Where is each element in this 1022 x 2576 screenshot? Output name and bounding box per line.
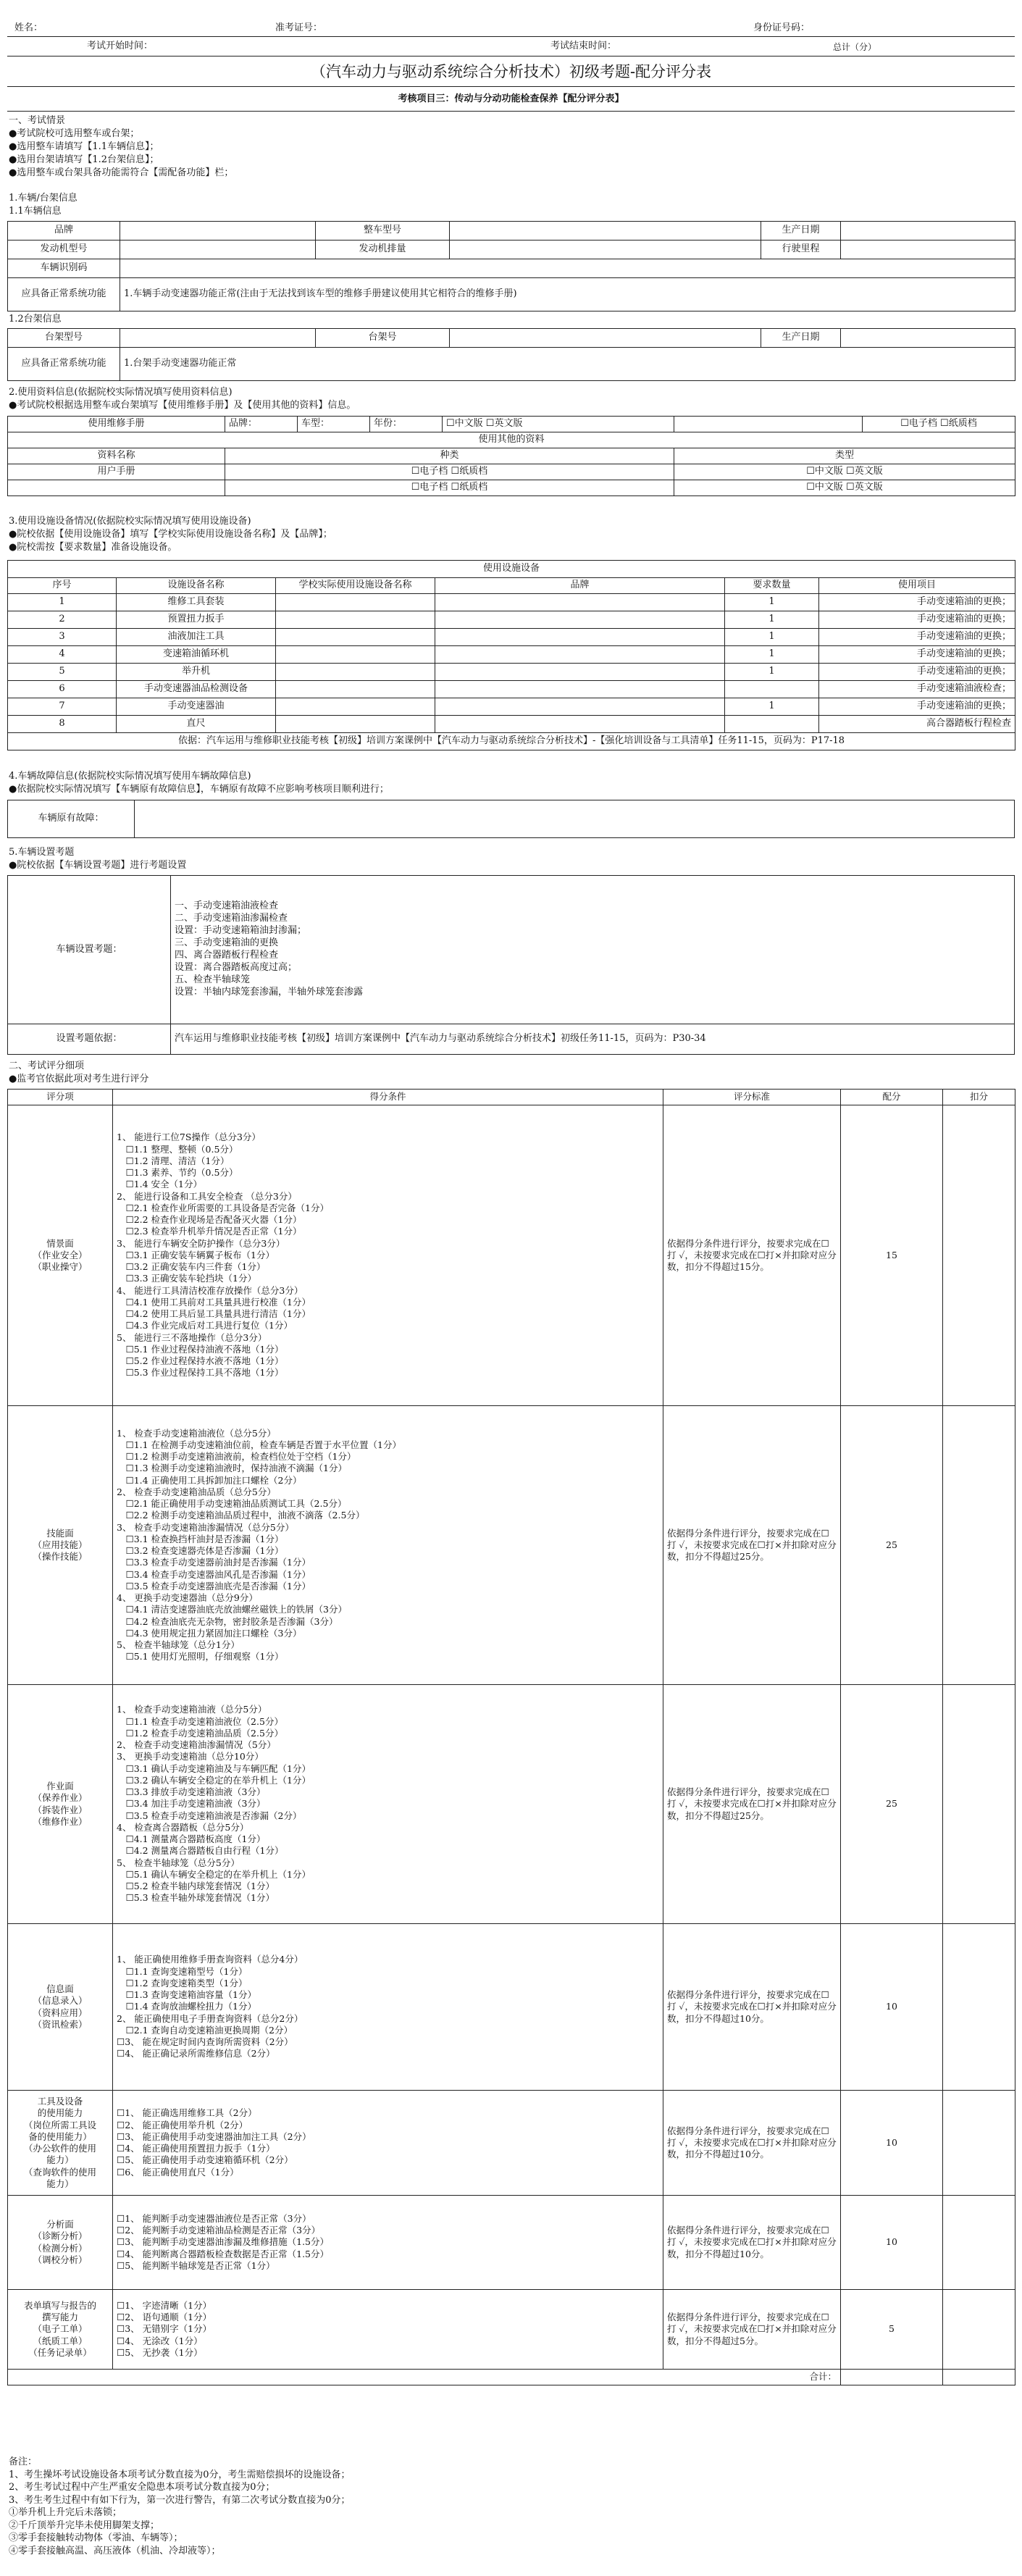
prod-date-label: 生产日期: [761, 222, 841, 241]
score-col-header: 评分项: [8, 1090, 113, 1105]
equipment-row: [8, 681, 1015, 698]
score-points: 10: [841, 2091, 943, 2196]
page-subtitle: 考核项目三：传动与分动功能检查保养【配分评分表】: [398, 93, 624, 104]
equip-seq: 2: [8, 611, 117, 629]
total-row-label: 合计：: [8, 2370, 841, 2385]
equipment-basis: 依据：汽车运用与维修职业技能考核【初级】培训方案课例中【汽车动力与驱动系统综合分析技术】-【强化培训设备与工具清单】任务11-15，页码为：P17-18: [8, 733, 1015, 750]
equip-use: 手动变速箱油的更换；: [819, 646, 1015, 664]
equip-seq: 8: [8, 716, 117, 733]
note-line: ③零手套接触转动物体（零油、车辆等）；: [9, 2533, 183, 2544]
score-condition: 1、 能正确使用维修手册查询资料（总分4分） ☐1.1 查询变速箱型号（1分） ☐1.2 查询变速箱类型（1分） ☐1.3 查询变速箱油容量（1分） ☐1.4 查询放油螺栓扭力（1分） 2、 能正确使用电子手册查询资料（总分2分） ☐2.1 查询自动变速箱油更换周期（2分） ☐3、 能在规定时间内查询所需资料（2分） ☐4、 能正确记录所需维修信息（2分）: [113, 1924, 663, 2091]
note-line: 1、考生操坏考试设施设备本项考试分数直接为0分，考生需赔偿损坏的设施设备；: [9, 2469, 351, 2480]
score-item: 工具及设备 的使用能力 （岗位所需工具设 备的使用能力） （办公软件的使用 能力） （查询软件的使用 能力）: [8, 2091, 113, 2196]
s3-line: ●院校依据【使用设施设备】填写【学校实际使用设施设备名称】及【品牌】；: [9, 529, 332, 540]
manual-model[interactable]: 车型：: [298, 417, 370, 432]
mileage-value[interactable]: [841, 241, 1015, 259]
s1-line: ●考试院校可选用整车或台架；: [9, 128, 140, 139]
rig-func-label: 应具备正常系统功能: [8, 348, 120, 381]
res-kind-header: 种类: [225, 448, 674, 464]
setup-label: 车辆设置考题：: [8, 876, 171, 1024]
score-condition: ☐1、 字迹清晰（1分） ☐2、 语句通顺（1分） ☐3、 无错别字（1分） ☐4、 无涂改（1分） ☐5、 无抄袭（1分）: [113, 2290, 663, 2370]
id-label: 身份证号码：: [753, 22, 811, 33]
materials-table: [7, 416, 1015, 496]
name-label: 姓名：: [14, 22, 43, 33]
setup-table: [7, 875, 1015, 1055]
model-label: 整车型号: [316, 222, 450, 241]
brand-value[interactable]: [120, 222, 316, 241]
equip-name: 维修工具套装: [117, 594, 276, 611]
manual-year[interactable]: 年份：: [370, 417, 443, 432]
s1-head: 一、考试情景: [9, 115, 66, 126]
engine-disp-label: 发动机排量: [316, 241, 450, 259]
res-type[interactable]: ☐中文版 ☐英文版: [674, 480, 1015, 496]
score-item: 分析面 （诊断分析） （检测分析） （调校分析）: [8, 2196, 113, 2290]
equip-brand[interactable]: [435, 594, 725, 611]
rig-subhead: 1.2台架信息: [9, 314, 62, 325]
score-col-header: 扣分: [943, 1090, 1015, 1105]
vehicle-section-head: 1.车辆/台架信息: [9, 193, 78, 204]
s4-line: ●依据院校实际情况填写【车辆原有故障信息】，车辆原有故障不应影响考核项目顺利进行；: [9, 784, 389, 795]
col-header: 学校实际使用设施设备名称: [276, 578, 435, 594]
equipment-group-label: 使用设施设备: [8, 561, 1015, 578]
fault-value[interactable]: [135, 800, 1015, 838]
rig-no-value[interactable]: [450, 329, 761, 348]
equip-qty: [725, 716, 819, 733]
col-header: 要求数量: [725, 578, 819, 594]
func-label: 应具备正常系统功能: [8, 278, 120, 311]
s6-head: 二、考试评分细项: [9, 1061, 85, 1071]
manual-file-type[interactable]: ☐电子档 ☐纸质档: [863, 417, 1015, 432]
rig-prod-date-label: 生产日期: [761, 329, 841, 348]
score-item: 作业面 （保养作业） （拆装作业） （维修作业）: [8, 1685, 113, 1924]
score-standard: 依据得分条件进行评分，按要求完成在☐打 ✓，未按要求完成在☐打×并扣除对应分数，扣分不得超过25分。: [663, 1406, 841, 1685]
func-value: 1.车辆手动变速器功能正常(注由于无法找到该车型的维修手册建议使用其它相符合的维修手册): [120, 278, 1015, 311]
col-header: 品牌: [435, 578, 725, 594]
equipment-row: [8, 716, 1015, 733]
res-type-header: 类型: [674, 448, 1015, 464]
equip-name: 预置扭力扳手: [117, 611, 276, 629]
col-header: 序号: [8, 578, 117, 594]
s5-line: ●院校依据【车辆设置考题】进行考题设置: [9, 860, 187, 871]
score-deduction[interactable]: [943, 2196, 1015, 2290]
score-item: 技能面 （应用技能） （操作技能）: [8, 1406, 113, 1685]
equip-seq: 4: [8, 646, 117, 664]
equip-name: 直尺: [117, 716, 276, 733]
equipment-row: [8, 664, 1015, 681]
score-deduction[interactable]: [943, 1685, 1015, 1924]
equip-school-name[interactable]: [276, 629, 435, 646]
rig-func-value: 1.台架手动变速器功能正常: [120, 348, 1015, 381]
score-points: 10: [841, 2196, 943, 2290]
manual-label: 使用维修手册: [8, 417, 225, 432]
note-line: ②千斤顶举升完毕未使用脚架支撑；: [9, 2519, 160, 2531]
engine-type-value[interactable]: [120, 241, 316, 259]
equip-seq: 7: [8, 698, 117, 716]
equip-brand[interactable]: [435, 611, 725, 629]
score-item: 信息面 （信息录入） （资料应用） （资讯检索）: [8, 1924, 113, 2091]
equip-school-name[interactable]: [276, 664, 435, 681]
exam-no-label: 准考证号：: [275, 22, 323, 33]
res-name: 用户手册: [8, 464, 225, 480]
score-points: 25: [841, 1685, 943, 1924]
vehicle-info-table: [7, 221, 1015, 311]
equip-brand[interactable]: [435, 698, 725, 716]
res-name[interactable]: [8, 480, 225, 496]
score-standard: 依据得分条件进行评分，按要求完成在☐打 ✓，未按要求完成在☐打×并扣除对应分数，扣分不得超过25分。: [663, 1685, 841, 1924]
equip-brand[interactable]: [435, 716, 725, 733]
score-standard: 依据得分条件进行评分，按要求完成在☐打 ✓，未按要求完成在☐打×并扣除对应分数，扣分不得超过10分。: [663, 1924, 841, 2091]
equip-use: 手动变速箱油的更换；: [819, 664, 1015, 681]
fault-label: 车辆原有故障：: [8, 800, 135, 838]
rig-no-label: 台架号: [316, 329, 450, 348]
equip-qty: 1: [725, 664, 819, 681]
equip-school-name[interactable]: [276, 646, 435, 664]
score-deduction[interactable]: [943, 1406, 1015, 1685]
score-row: [8, 1406, 1015, 1685]
prod-date-value[interactable]: [841, 222, 1015, 241]
equip-brand[interactable]: [435, 664, 725, 681]
score-col-header: 配分: [841, 1090, 943, 1105]
equip-qty: 1: [725, 611, 819, 629]
vin-label: 车辆识别码: [8, 259, 120, 278]
score-condition: ☐1、 能正确选用维修工具（2分） ☐2、 能正确使用举升机（2分） ☐3、 能正确使用手动变速器油加注工具（2分） ☐4、 能正确使用预置扭力扳手（1分） ☐5、 能正确使用手动变速箱循环机（2分） ☐6、 能正确使用直尺（1分）: [113, 2091, 663, 2196]
rig-info-table: [7, 328, 1015, 381]
equip-seq: 3: [8, 629, 117, 646]
other-materials-label: 使用其他的资料: [8, 432, 1015, 448]
res-kind[interactable]: ☐电子档 ☐纸质档: [225, 464, 674, 480]
note-line: ①举升机上升完后未落锁；: [9, 2507, 122, 2519]
score-standard: 依据得分条件进行评分，按要求完成在☐打 ✓，未按要求完成在☐打×并扣除对应分数，扣分不得超过10分。: [663, 2196, 841, 2290]
note-line: 3、考生考生过程中有如下行为，第一次进行警告，有第二次考试分数直接为0分；: [9, 2494, 351, 2506]
model-value[interactable]: [450, 222, 761, 241]
equip-school-name[interactable]: [276, 594, 435, 611]
s1-line: ●选用整车或台架具备功能需符合【需配备功能】栏；: [9, 167, 234, 178]
s6-line: ●监考官依据此项对考生进行评分: [9, 1074, 149, 1084]
score-deduction[interactable]: [943, 1105, 1015, 1406]
equip-name: 油液加注工具: [117, 629, 276, 646]
equip-use: 手动变速箱油液检查；: [819, 681, 1015, 698]
col-header: 设施设备名称: [117, 578, 276, 594]
score-condition: 1、 检查手动变速箱油液（总分5分） ☐1.1 检查手动变速箱油液位（2.5分） ☐1.2 检查手动变速箱油品质（2.5分） 2、 检查手动变速箱油渗漏情况（5分） 3、 更换手动变速箱油（总分10分） ☐3.1 确认手动变速箱油及与车辆匹配（1分） ☐3.2 确认车辆安全稳定的在举升机上（1分） ☐3.3 排放手动变速箱油液（3分） ☐3.4 加注手动变速箱油液（3分） ☐3.5 检查手动变速箱油液是否渗漏（2分） 4、 检查离合器踏板（总分5分） ☐4.1 测量离合器踏板高度（1分） ☐4.2 测量离合器踏板自由行程（1分） 5、 检查半轴球笼（总分5分） ☐5.1 确认车辆安全稳定的在举升机上（1分） ☐5.2 检查半轴内球笼套情况（1分） ☐5.3 检查半轴外球笼套情况（1分）: [113, 1685, 663, 1924]
engine-disp-value[interactable]: [450, 241, 761, 259]
equip-name: 手动变速器油: [117, 698, 276, 716]
equip-brand[interactable]: [435, 629, 725, 646]
total-value[interactable]: [841, 2370, 943, 2385]
equip-use: 手动变速箱油的更换；: [819, 594, 1015, 611]
equip-use: 高合器踏板行程检查: [819, 716, 1015, 733]
equip-school-name[interactable]: [276, 698, 435, 716]
score-item: 表单填写与报告的 撰写能力 （电子工单） （纸质工单） （任务记录单）: [8, 2290, 113, 2370]
score-item: 情景面 （作业安全） （职业操守）: [8, 1105, 113, 1406]
score-points: 10: [841, 1924, 943, 2091]
equip-qty: 1: [725, 594, 819, 611]
fault-table: [7, 800, 1015, 838]
score-condition: 1、 检查手动变速箱油液位（总分5分） ☐1.1 在检测手动变速箱油位前，检查车辆是否置于水平位置（1分） ☐1.2 检测手动变速箱油液前，检查档位处于空档（1分） ☐1.3 检测手动变速箱油液时，保持油液不滴漏（1分） ☐1.4 正确使用工具拆卸加注口螺栓（2分） 2、 检查手动变速箱油品质（总分5分） ☐2.1 能正确使用手动变速箱油品质测试工具（2.5分） ☐2.2 检测手动变速箱油品质过程中，油液不滴落（2.5分） 3、 检查手动变速箱油渗漏情况（总分5分） ☐3.1 检查换挡杆油封是否渗漏（1分） ☐3.2 检查变速器壳体是否渗漏（1分） ☐3.3 检查手动变速器前油封是否渗漏（1分） ☐3.4 检查手动变速器油风孔是否渗漏（1分） ☐3.5 检查手动变速器油底壳是否渗漏（1分） 4、 更换手动变速器油（总分9分） ☐4.1 清洁变速器油底壳放油螺丝磁铁上的铁屑（3分） ☐4.2 检查油底壳无杂物，密封胶条是否渗漏（3分） ☐4.3 使用规定扭力紧固加注口螺栓（3分） 5、 检查半轴球笼（总分1分） ☐5.1 使用灯光照明，仔细观察（1分）: [113, 1406, 663, 1685]
score-col-header: 评分标准: [663, 1090, 841, 1105]
rig-prod-date-value[interactable]: [841, 329, 1015, 348]
manual-lang[interactable]: ☐中文版 ☐英文版: [443, 417, 674, 432]
engine-type-label: 发动机型号: [8, 241, 120, 259]
manual-gap: [674, 417, 863, 432]
equip-name: 手动变速器油品检测设备: [117, 681, 276, 698]
equip-seq: 5: [8, 664, 117, 681]
score-row: [8, 1105, 1015, 1406]
res-type[interactable]: ☐中文版 ☐英文版: [674, 464, 1015, 480]
vin-value[interactable]: [120, 259, 1015, 278]
equip-qty: [725, 681, 819, 698]
score-condition: ☐1、 能判断手动变速器油液位是否正常（3分） ☐2、 能判断手动变速箱油品检测是否正常（3分） ☐3、 能判断手动变速器油渗漏及维修措施（1.5分） ☐4、 能判断离合器踏板检查数据是否正常（1.5分） ☐5、 能判断半轴球笼是否正常（1分）: [113, 2196, 663, 2290]
equip-use: 手动变速箱油的更换；: [819, 629, 1015, 646]
total-label: 总计（分）: [833, 42, 877, 52]
notes-head: 备注：: [9, 2456, 38, 2467]
vehicle-subhead: 1.1车辆信息: [9, 206, 62, 217]
brand-label: 品牌: [8, 222, 120, 241]
setup-basis-label: 设置考题依据：: [8, 1024, 171, 1055]
score-standard: 依据得分条件进行评分，按要求完成在☐打 ✓，未按要求完成在☐打×并扣除对应分数，扣分不得超过15分。: [663, 1105, 841, 1406]
manual-brand[interactable]: 品牌：: [225, 417, 298, 432]
score-points: 15: [841, 1105, 943, 1406]
mileage-label: 行驶里程: [761, 241, 841, 259]
score-deduction[interactable]: [943, 2091, 1015, 2196]
s3-head: 3.使用设施设备情况(依据院校实际情况填写使用设施设备): [9, 516, 251, 527]
equipment-row: [8, 646, 1015, 664]
score-row: [8, 2196, 1015, 2290]
equipment-table: [7, 560, 1015, 750]
equip-use: 手动变速箱油的更换；: [819, 611, 1015, 629]
notes: [9, 2456, 351, 2557]
end-time-label: 考试结束时间：: [550, 41, 617, 51]
score-row: [8, 2091, 1015, 2196]
note-line: 2、考生考试过程中产生严重安全隐患本项考试分数直接为0分；: [9, 2482, 275, 2493]
s1-line: ●选用台架请填写【1.2台架信息】；: [9, 154, 159, 165]
equipment-row: [8, 594, 1015, 611]
equip-name: 变速箱油循环机: [117, 646, 276, 664]
equip-school-name[interactable]: [276, 716, 435, 733]
score-condition: 1、 能进行工位7S操作（总分3分） ☐1.1 整理、整顿（0.5分） ☐1.2 清理、清洁（1分） ☐1.3 素养、节约（0.5分） ☐1.4 安全（1分） 2、 能进行设备和工具安全检查 （总分3分） ☐2.1 检查作业所需要的工具设备是否完备（1分） ☐2.2 检查作业现场是否配备灭火器（1分） ☐2.3 检查举升机举升情况是否正常（1分） 3、 能进行车辆安全防护操作（总分3分） ☐3.1 正确安装车辆翼子板布（1分） ☐3.2 正确安装车内三件套（1分） ☐3.3 正确安装车轮挡块（1分） 4、 能进行工具清洁校准存放操作（总分3分） ☐4.1 使用工具前对工具量具进行校准（1分） ☐4.2 使用工具后显工具量具进行清洁（1分） ☐4.3 作业完成后对工具进行复位（1分） 5、 能进行三不落地操作（总分3分） ☐5.1 作业过程保持油液不落地（1分） ☐5.2 作业过程保持水液不落地（1分） ☐5.3 作业过程保持工具不落地（1分）: [113, 1105, 663, 1406]
s1-line: ●选用整车请填写【1.1车辆信息】；: [9, 141, 159, 152]
setup-basis: 汽车运用与维修职业技能考核【初级】培训方案课例中【汽车动力与驱动系统综合分析技术】初级任务11-15，页码为：P30-34: [171, 1024, 1015, 1055]
rig-type-label: 台架型号: [8, 329, 120, 348]
equipment-row: [8, 629, 1015, 646]
equip-seq: 6: [8, 681, 117, 698]
score-standard: 依据得分条件进行评分，按要求完成在☐打 ✓，未按要求完成在☐打×并扣除对应分数，扣分不得超过5分。: [663, 2290, 841, 2370]
start-time-label: 考试开始时间：: [87, 41, 154, 51]
score-row: [8, 1685, 1015, 1924]
score-deduction[interactable]: [943, 2290, 1015, 2370]
s5-head: 5.车辆设置考题: [9, 847, 75, 858]
score-standard: 依据得分条件进行评分，按要求完成在☐打 ✓，未按要求完成在☐打×并扣除对应分数，扣分不得超过10分。: [663, 2091, 841, 2196]
equip-seq: 1: [8, 594, 117, 611]
equip-qty: 1: [725, 629, 819, 646]
score-row: [8, 2290, 1015, 2370]
score-deduction[interactable]: [943, 1924, 1015, 2091]
res-kind[interactable]: ☐电子档 ☐纸质档: [225, 480, 674, 496]
col-header: 使用项目: [819, 578, 1015, 594]
score-points: 5: [841, 2290, 943, 2370]
s2-line: ●考试院校根据选用整车或台架填写【使用维修手册】及【使用其他的资料】信息。: [9, 400, 356, 411]
page-title: （汽车动力与驱动系统综合分析技术）初级考题-配分评分表: [310, 63, 712, 80]
score-row: [8, 1924, 1015, 2091]
setup-content: 一、手动变速箱油液检查 二、手动变速箱油渗漏检查 设置：手动变速箱箱油封渗漏； 三、手动变速箱油的更换 四、离合器踏板行程检查 设置：离合器踏板高度过高； 五、检查半轴球笼 设置：半轴内球笼套渗漏，半轴外球笼套渗露: [171, 876, 1015, 1024]
s2-head: 2.使用资料信息(依据院校实际情况填写使用资料信息): [9, 387, 233, 398]
total-deduct[interactable]: [943, 2370, 1015, 2385]
s4-head: 4.车辆故障信息(依据院校实际情况填写使用车辆故障信息): [9, 771, 251, 782]
equip-qty: 1: [725, 698, 819, 716]
score-col-header: 得分条件: [113, 1090, 663, 1105]
rig-type-value[interactable]: [120, 329, 316, 348]
equip-school-name[interactable]: [276, 611, 435, 629]
equipment-row: [8, 698, 1015, 716]
equip-brand[interactable]: [435, 646, 725, 664]
equip-brand[interactable]: [435, 681, 725, 698]
note-line: ④零手套接触高温、高压液体（机油、冷却液等）；: [9, 2545, 221, 2556]
equip-use: 手动变速箱油的更换；: [819, 698, 1015, 716]
equip-qty: 1: [725, 646, 819, 664]
s3-line: ●院校需按【要求数量】准备设施设备。: [9, 542, 177, 553]
equipment-row: [8, 611, 1015, 629]
scoring-table: [7, 1089, 1015, 2385]
equip-name: 举升机: [117, 664, 276, 681]
res-name-header: 资料名称: [8, 448, 225, 464]
equip-school-name[interactable]: [276, 681, 435, 698]
score-points: 25: [841, 1406, 943, 1685]
